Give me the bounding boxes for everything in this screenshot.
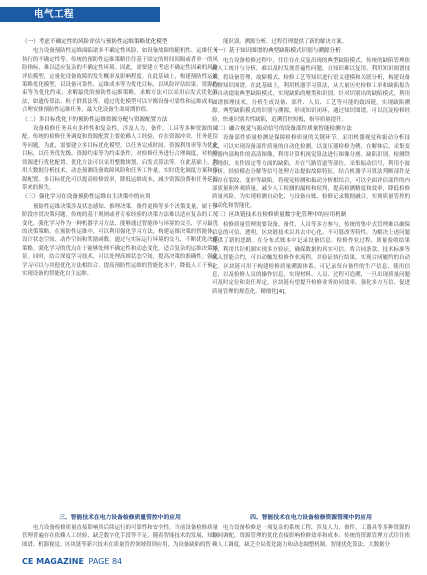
page-header (0, 0, 427, 26)
page-number: PAGE 84 (88, 557, 123, 566)
section-four-intro: 电力设备检修是一项复杂的系统工程，涉及人力、备件、工器具等多种资源的协同调配。资源管理的优化直接影响检修效率和成本。传统的资源管理方式往往依赖人工调度，缺乏全局优化能力和动态调整机制。智能优化算法、大数据分 (212, 525, 410, 548)
paragraph: 电力设备预防性运维面临诸多不确定性风险，如设备故障的随机性、运维任务执行的不确定性等。传统的预防性运维策略往往基于固定的时间间隔或者单一的风险指标，难以适应复杂的不确定性环境。因此，需要建立考虑不确定性因素的风险评估模型，定量化设备故障的发生概率及影响程度。在此基础上，构建预防性运维策略优化模型，以设备可靠性、运维成本等为优化目标，以风险评估结果、资源约束等为优化约束，求解最优的预防性运维策略。求解方法可以采用启发式优化算法，如遗传算法、粒子群算法等。通过优化模型可以平衡设备可靠性和运维成本，合理安排预防性运维任务，最大化设备生命周期价值。 (22, 48, 218, 114)
page-footer (22, 556, 122, 568)
paragraph: 电力设备检修过程中，往往存在反复出现的典型缺陷模式，传统的缺陷管理依赖人工统计与分析，难以及时发现普遍性问题，且知识难以复用。利用知识图谱技术，将设备管理、故障模式、检修工艺等知识进行语义建模和关联分析，构建设备检修知识图谱。在此基础上，利用机器学习算法，从大量历史检修工单和缺陷报告中自动提取典型缺陷模式，实现缺陷的聚类和识别。针对识别出的缺陷模式，利用图谱推理技术，分析生成设备、部件、人员、工艺等可能的致因链，实现缺陷溯源。典型缺陷模式的识别与溯源，形成知识闭环，通过知识图谱，可以沉淀检修经验，快速识别共性缺陷，追溯管控短板，指导质量提升。 (212, 57, 410, 123)
left-column (22, 38, 218, 514)
magazine-name: CE MAGAZINE (22, 557, 84, 566)
paragraph: 设备部件质量检测是保障检修质量的关键环节。采用机器视觉和振动分析技术，可以实现设备部件质量的自动化检测，以变压器检修为例，在解体后，采集变压器内部构件的高清图像，利用计算机视觉算法进行图像分割、缺陷识别，检测铁芯绕组、夹件固定等方面的缺陷，并在气路管道等部位，采集振动信号，利用小波分析、经验模态分解等信号处理方法提取故障特征，结合机器学习算法判断部件是否存在裂纹、变形等缺陷。将视觉检测和振动分析相结合，可以全面评估部件的内部质量和外观质量，减少人工检测的漏检和误判，提高检测精度和效率，降低检修质量风险。为实现检测自动化，与设备台账、检修记录数据融合，实现质量管控的自动化和智能化。 (212, 135, 410, 209)
right-column (212, 38, 410, 514)
paragraph: 能识别、溯源分析，过程管理提供了新的解决方案。 (223, 39, 347, 45)
section-three-title: 三、智能技术在电力设备检修质量管控中的应用 (59, 515, 181, 521)
subheading: （二）多目标优化下的预防性运维资源分配与资源配置方法 (22, 116, 168, 123)
section-three (22, 514, 218, 550)
subheading: （一）考虑不确定性的风险评估与预防性运维策略优化模型 (22, 39, 168, 45)
section-banner (0, 7, 160, 22)
subheading: （二）融合视觉与振动信号的设备部件质量智能检测方法 (212, 126, 352, 133)
subheading: （三）区块链技术在检修质量数字化管理中的应用机制 (212, 212, 347, 219)
section-four (212, 514, 410, 550)
subheading: （一）基于知识图谱的典型缺陷模式识别与溯源分析 (212, 48, 341, 55)
paragraph: 检修质量管理需要设备、备件、人员等多方参与，传统的集中式管理难以确保信息的可信、透明。区块链技术以其去中心化、不可篡改等特性，为解决上述问题提供了新的思路。在分布式账本中记录设备信息、检修作业过程、质量验收结果等，利用共识机制实现多方验证，确保数据的真实可信。将合同条款、技术标准等嵌入智能合约，可自动触发检修作业流程，并验证执行结果，实现合同履约的自动化。区块链可用于构建检修质量溯源体系，可记录每台备件的生产信息、使用信息，以及检修人员的操作信息，实现材料、人员、过程可追溯，一旦出现质量问题可及时定位和责任界定。区块链有望提升检修业务协同效率，强化多方互信，促进质量管理的规范化、精细化[4]。 (212, 221, 410, 295)
paragraph: 设备检修任务具有多样性和复杂性，涉及人力、备件、工具等多种资源的调配。传统的检修任务调度和资源配置主要依赖人工经验，存在资源冲突、任务延误等问题。为此，需要建立多目标优化模型，以任务完成时间、资源利用率等为优化目标，以任务优先级、资源约束等为约束条件，对检修任务进行合理调度，对检修资源进行优化配置。优化方法可以采用整数规划、启发式算法等。在此基础上，利用大数据分析技术，动态预测设备故障风险和任务工作量，实时优化调度方案和资源配置。多目标优化可以提高检修效率，降低运维成本，减少资源浪费和任务延误带来的损失。 (22, 126, 218, 191)
section-four-title: 四、智能技术在电力设备检修资源管理中的应用 (250, 515, 372, 521)
section-label: 电气工程 (34, 9, 75, 20)
section-three-intro: 电力设备检修质量直接影响其后续运行的可靠性和安全性。当前设备检修质量管理普遍存在依赖人工经验、缺乏数字化手段等不足，随着智能技术的发展，知识图谱、机器视觉、区块链等新兴技术在质量管控领域得到应用，为设备缺陷的智 (22, 525, 218, 548)
subheading: （三）强化学习在设备预防性运维自主决策中的应用 (22, 194, 151, 201)
paragraph: 预防性运维决策涉及状态感知、推理决策、备件更换等多个决策变量，属于多阶段序贯决策问题。传统的基于规则或者专家经验的决策方法难以适应复杂的工况变化。强化学习作为一种机器学习方法，能够通过智能体与环境的交互，学习最优的决策策略。在预防性运维中，可以利用强化学习方法，构建运维决策的智能体，设计状态空间、动作空间和奖励函数，通过与实际运行环境的交互，不断优化决策策略。强化学习的优点在于能够处理不确定性和动态变化，适合复杂的运维决策场景。同时，结合深度学习技术，可以处理高维状态空间，提高决策的准确性。强化学习可以与其他优化方法相结合，提高预防性运维的智能化水平，降低人工干预，实现设备的智能化自主运维。 (22, 203, 218, 277)
